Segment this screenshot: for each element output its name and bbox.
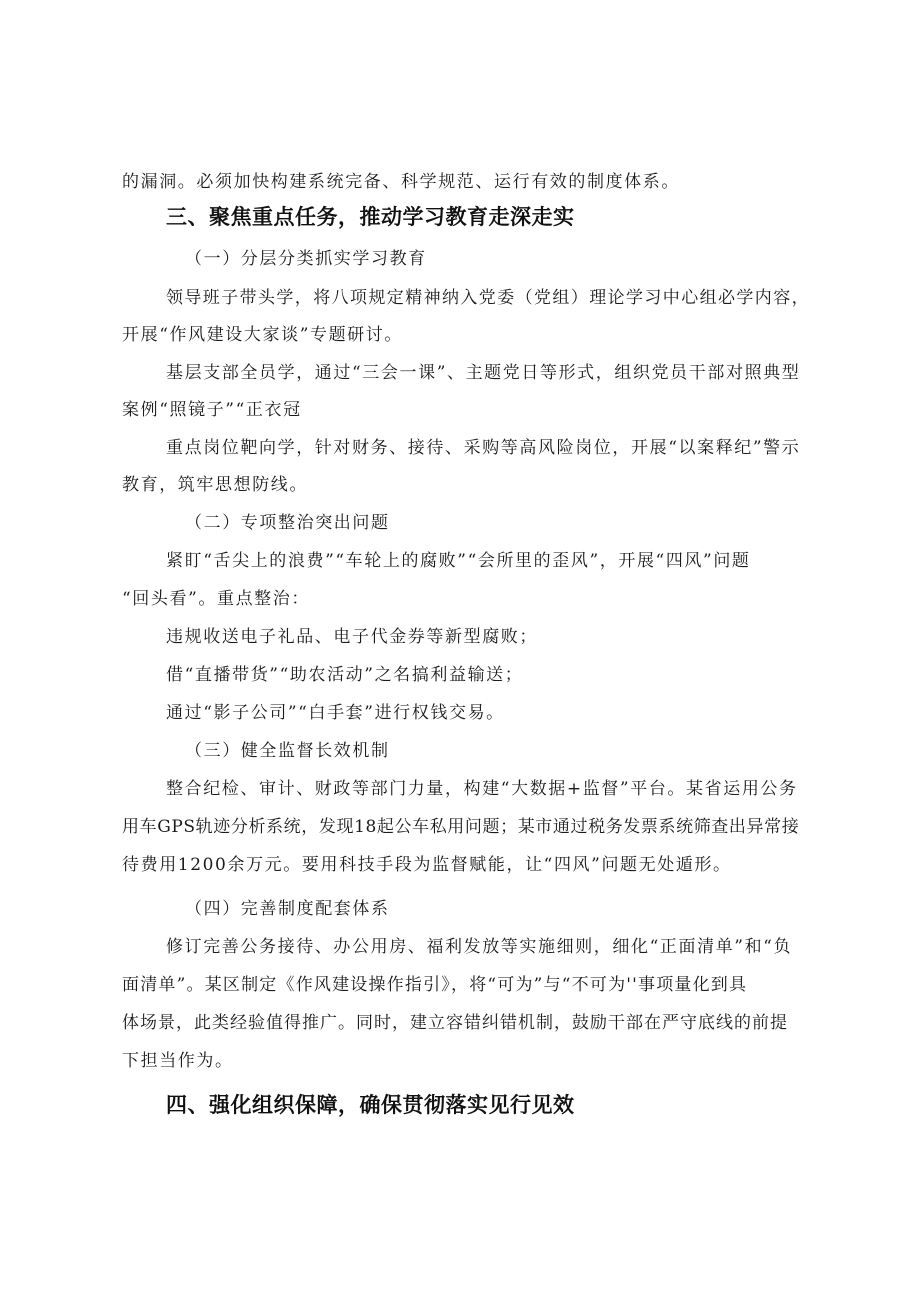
body-line: 体场景，此类经验值得推广。同时，建立容错纠错机制，鼓励干部在严守底线的前提: [122, 1013, 788, 1033]
body-line: 面清单”。某区制定《作风建设操作指引》，将“可为”与“不可为''事项量化到具: [122, 975, 748, 995]
body-line: 案例“照镜子”“正衣冠: [122, 400, 302, 420]
body-line: 开展“作风建设大家谈”专题研讨。: [122, 325, 403, 345]
body-line: 整合纪检、审计、财政等部门力量，构建“大数据+监督”平台。某省运用公务: [166, 779, 798, 799]
body-line: 违规收送电子礼品、电子代金券等新型腐败；: [166, 627, 538, 647]
body-line: 领导班子带头学，将八项规定精神纳入党委（党组）理论学习中心组必学内容，: [166, 288, 810, 308]
body-line: 下担当作为。: [122, 1051, 234, 1071]
body-line: 重点岗位靶向学，针对财务、接待、采购等高风险岗位，开展“以案释纪”警示: [166, 438, 801, 458]
body-line: “回头看”。重点整治：: [122, 589, 310, 609]
body-line: 的漏洞。必须加快构建系统完备、科学规范、运行有效的制度体系。: [122, 172, 680, 192]
body-line: 教育，筑牢思想防线。: [122, 475, 308, 495]
section-heading-3: 三、聚焦重点任务，推动学习教育走深走实: [166, 205, 575, 229]
body-line: 待费用1200余万元。要用科技手段为监督赋能，让“四风”问题无处遁形。: [122, 855, 732, 875]
subheading-2: （二）专项整治突出问题: [185, 513, 390, 533]
body-line: 修订完善公务接待、办公用房、福利发放等实施细则，细化“正面清单”和“负: [166, 937, 793, 957]
subheading-3: （三）健全监督长效机制: [185, 741, 390, 761]
body-line: 通过“影子公司”“白手套”进行权钱交易。: [166, 703, 505, 723]
body-line: 紧盯“舌尖上的浪费”“车轮上的腐败”“会所里的歪风”，开展“四风”问题: [166, 551, 751, 571]
body-line: 基层支部全员学，通过“三会一课”、主题党日等形式，组织党员干部对照典型: [166, 363, 801, 383]
body-line: 借“直播带货”“助农活动”之名搞利益输送；: [166, 665, 524, 685]
subheading-1: （一）分层分类抓实学习教育: [185, 249, 427, 269]
subheading-4: （四）完善制度配套体系: [185, 899, 390, 919]
section-heading-4: 四、强化组织保障，确保贯彻落实见行见效: [166, 1093, 575, 1117]
body-line: 用车GPS轨迹分析系统，发现18起公车私用问题；某市通过税务发票系统筛查出异常接: [122, 817, 800, 837]
